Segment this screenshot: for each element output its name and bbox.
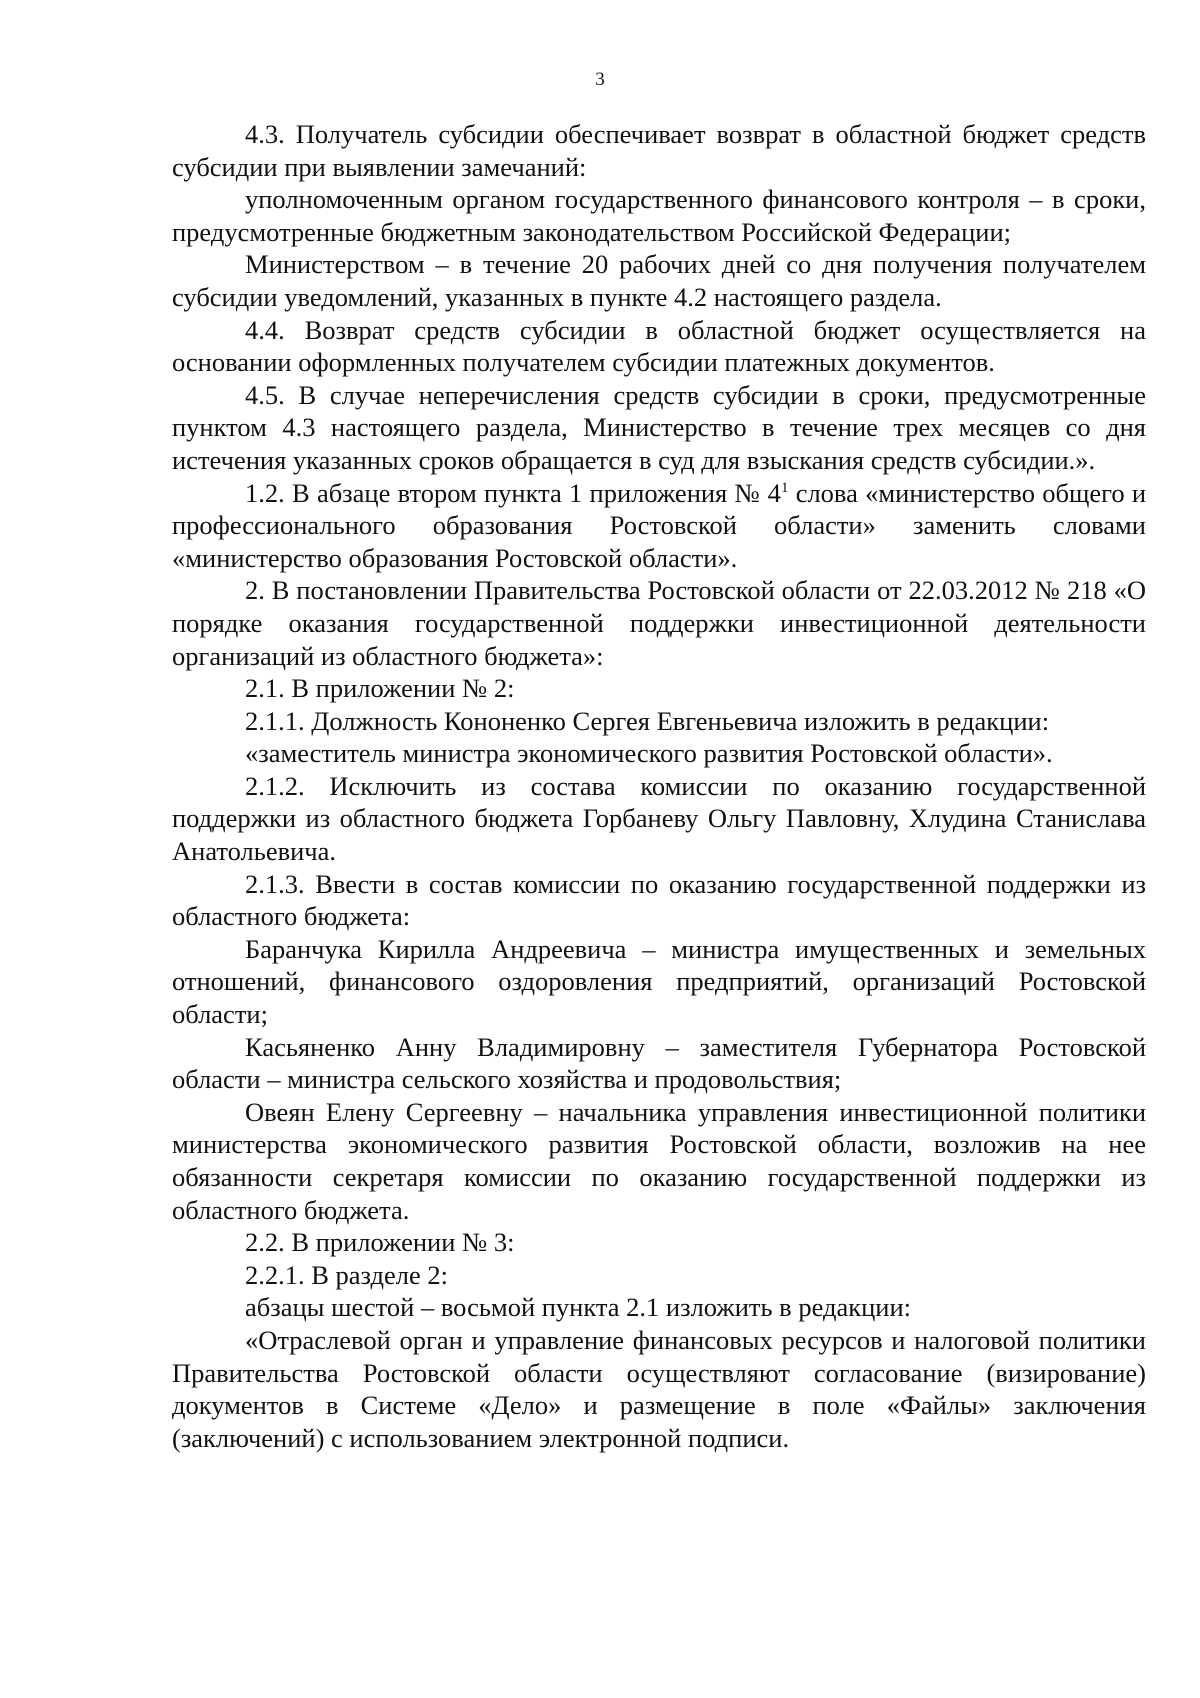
paragraph-kasyanenko: Касьяненко Анну Владимировну – заместителя Губернатора Ростовской области – министра сельского хозяйства и продовольствия;	[172, 1031, 1146, 1095]
paragraph-oveyan: Овеян Елену Сергеевну – начальника управления инвестиционной политики министерства экономического развития Ростовской области, возложив на нее обязанности секретаря комиссии по оказанию государственной поддержки из областного бюджета.	[172, 1096, 1146, 1225]
paragraph-2-1-1: 2.1.1. Должность Кононенко Сергея Евгеньевича изложить в редакции:	[245, 705, 1050, 736]
paragraph-ministry: Министерством – в течение 20 рабочих дней со дня получения получателем субсидии уведомлений, указанных в пункте 4.2 настоящего раздела.	[172, 249, 1146, 312]
paragraph-1-2-start: 1.2. В абзаце втором пункта 1 приложения № 4	[245, 477, 781, 508]
paragraph-4-3: 4.3. Получатель субсидии обеспечивает возврат в областной бюджет средств субсидии при выявлении замечаний:	[172, 119, 1146, 182]
page-number: 3	[595, 69, 605, 90]
paragraph-baranchuk: Баранчука Кирилла Андреевича – министра имущественных и земельных отношений, финансового оздоровления предприятий, организаций Ростовской области;	[172, 933, 1146, 1030]
paragraph-2-1-2: 2.1.2. Исключить из состава комиссии по оказанию государственной поддержки из областного бюджета Горбаневу Ольгу Павловну, Хлудина Станислава Анатольевича.	[172, 770, 1146, 867]
paragraph-2: 2. В постановлении Правительства Ростовской области от 22.03.2012 № 218 «О порядке оказания государственной поддержки инвестиционной деятельности организаций из областного бюджета»:	[172, 575, 1146, 671]
paragraph-4-4: 4.4. Возврат средств субсидии в областной бюджет осуществляется на основании оформленных получателем субсидии платежных документов.	[172, 314, 1146, 378]
paragraph-sector-body: «Отраслевой орган и управление финансовых ресурсов и налоговой политики Правительства Ростовской области осуществляют согласование (визирование) документов в Системе «Дело» и размещение в поле «Файлы» заключения (заключений) с использованием электронной подписи.	[172, 1324, 1146, 1453]
document-body	[172, 118, 1146, 1454]
paragraph-1-2-end: слова «министерство общего и профессионального образования Ростовской области» заменить словами «министерство образования Ростовской области».	[172, 477, 1147, 573]
paragraph-2-1-3: 2.1.3. Ввести в состав комиссии по оказанию государственной поддержки из областного бюджета:	[172, 868, 1146, 932]
paragraph-1-2	[172, 477, 1146, 575]
paragraph-2-2: 2.2. В приложении № 3:	[245, 1227, 515, 1258]
superscript-index: 1	[780, 479, 789, 496]
paragraph-control-body: уполномоченным органом государственного финансового контроля – в сроки, предусмотренные бюджетным законодательством Российской Федерации;	[172, 184, 1146, 247]
paragraph-paragraphs-6-8: абзацы шестой – восьмой пункта 2.1 изложить в редакции:	[245, 1292, 912, 1323]
paragraph-deputy-minister: «заместитель министра экономического развития Ростовской области».	[245, 738, 1053, 769]
paragraph-2-1: 2.1. В приложении № 2:	[245, 673, 515, 704]
paragraph-4-5: 4.5. В случае неперечисления средств субсидии в сроки, предусмотренные пунктом 4.3 настоящего раздела, Министерство в течение трех месяцев со дня истечения указанных сроков обращается в суд для взыскания средств субсидии.».	[172, 379, 1146, 475]
paragraph-2-2-1: 2.2.1. В разделе 2:	[245, 1259, 449, 1290]
